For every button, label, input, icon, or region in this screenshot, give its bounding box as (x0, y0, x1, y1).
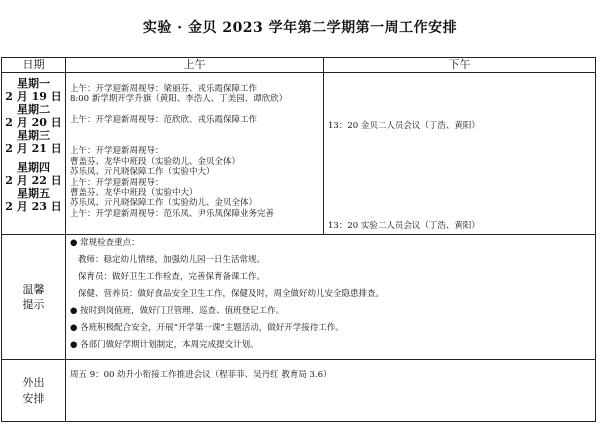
am-line: 上午：开学迎新周视导：范乐凤、尹乐凤保障业务完善 (70, 208, 275, 219)
date-header: 日期 (2, 58, 66, 73)
pm-schedule (324, 73, 596, 235)
day-date: 2 月 23 日 (5, 200, 62, 213)
note-line: ● 按时到岗值班，做好门卫管理、巡查、值班登记工作。 (70, 306, 285, 316)
am-line: 苏乐凤、亓凡晓保障工作（实验中大） (70, 167, 215, 178)
day-name: 星期二 (17, 103, 50, 116)
pm-header: 下午 (324, 58, 596, 73)
am-line (66, 126, 323, 136)
note-line: 教师：稳定幼儿情绪，加强幼儿园一日生活常规。 (78, 255, 266, 265)
note-line: 保育员：做好卫生工作检查，完善保育备课工作。 (78, 272, 266, 282)
page-title: 实验 · 金贝 2023 学年第二学期第一周工作安排 (142, 20, 458, 36)
note-line: ● 常规检查重点： (70, 238, 140, 248)
am-line: 上午：开学迎新周视导：梁丽芬、戎乐霞保障工作 (70, 84, 258, 94)
day-date: 2 月 22 日 (5, 174, 62, 187)
am-line (66, 136, 323, 146)
day-name: 星期五 (17, 187, 50, 200)
am-line: 上午：开学迎新周视导：范欣欣、戎乐霞保障工作 (70, 115, 258, 126)
am-line: 曹盖芬、龙华中班段（实验幼儿、金贝全体） (70, 156, 241, 167)
pm-line: 13：20 金贝二人员会议（丁浩、黄阳） (328, 121, 480, 131)
am-line: 曹盖芬、龙华中班段（实验中大） (70, 188, 198, 199)
am-line: 苏乐凤、亓凡晓保障工作（实验幼儿、金贝全体） (70, 198, 258, 209)
day-name: 星期四 (17, 161, 50, 174)
note-line: ● 各班积极配合安全，开展“开学第一课”主题活动，做好开学接待工作。 (70, 323, 344, 333)
day-date: 2 月 20 日 (5, 116, 62, 129)
day-date: 2 月 21 日 (5, 142, 62, 155)
day-column (2, 73, 66, 235)
pm-line: 13：20 实验二人员会议（丁浩、黄阳） (328, 221, 480, 231)
am-schedule (66, 73, 324, 235)
am-line: 上午：开学迎新周视导： (70, 177, 164, 188)
note-line: 保健、营养员：做好食品安全卫生工作，保健及时，周全做好幼儿安全隐患排查。 (78, 289, 385, 299)
am-header: 上午 (66, 58, 324, 73)
day-date: 2 月 19 日 (5, 90, 62, 103)
outing-line: 周五 9：00 幼升小衔接工作推进会议（程菲菲、吴丹红 教育局 3.6） (70, 370, 332, 380)
outing-title: 外出 安排 (2, 360, 66, 422)
am-line: 8:00 新学期开学升旗（黄阳、李浩人、丁美园、谭欣欣） (70, 94, 288, 105)
day-name: 星期一 (17, 77, 50, 90)
am-line (66, 105, 323, 115)
schedule-table (1, 57, 596, 422)
am-line: 上午：开学迎新周视导： (70, 146, 164, 157)
day-name: 星期三 (17, 129, 50, 142)
note-line: ● 各部门做好学期计划制定，本周完成提交计划。 (70, 340, 259, 350)
outing-content (66, 360, 596, 422)
notes-content (66, 235, 596, 360)
notes-title: 温馨 提示 (2, 235, 66, 360)
